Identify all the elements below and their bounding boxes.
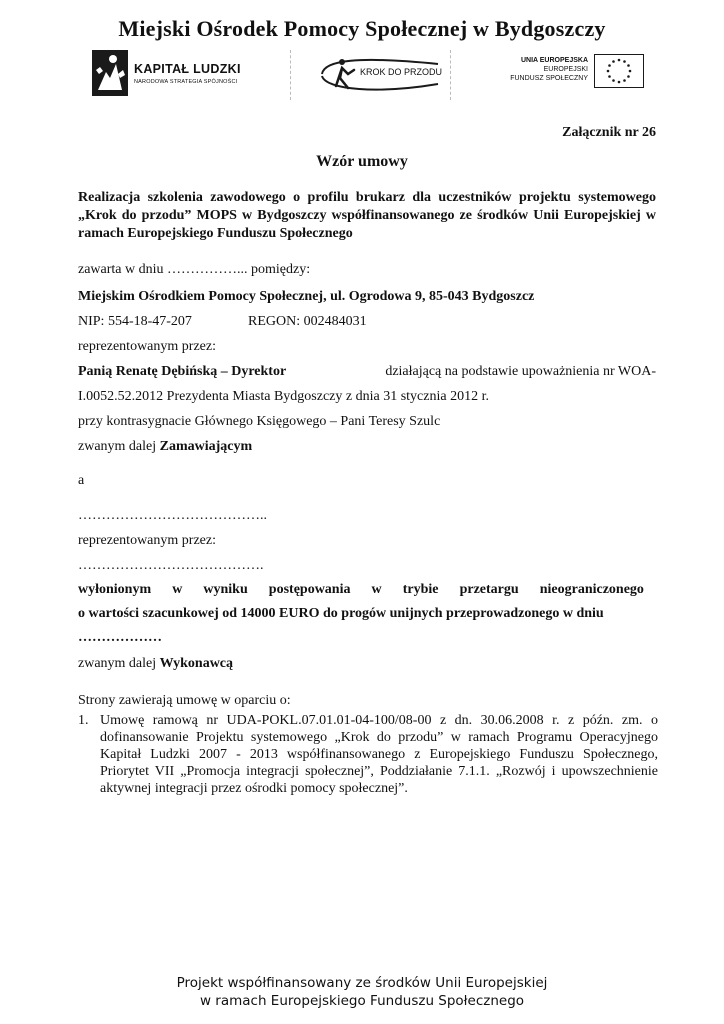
kapital-ludzki-logo	[92, 50, 282, 100]
countersignature: przy kontrasygnacie Głównego Księgowego – Pani Teresy Szulc	[78, 414, 441, 429]
regon-number: REGON: 002484031	[248, 314, 367, 329]
footer-line2: w ramach Europejskiego Funduszu Społecznego	[199, 993, 525, 1009]
and-conjunction: a	[78, 473, 85, 488]
director-name: Panią Renatę Dębińską – Dyrektor	[78, 364, 287, 379]
concluded-on: zawarta w dniu ……………... pomiędzy:	[78, 262, 311, 277]
ordering-party: Zamawiającym	[159, 439, 253, 454]
selection-word: postępowania	[268, 582, 351, 597]
value-line: o wartości szacunkowej od 14000 EURO do progów unijnych przeprowadzonego w dniu	[78, 606, 604, 621]
eu-logo	[506, 52, 646, 98]
contractor-blank: …………………………………..	[78, 508, 267, 523]
authorization-continued: I.0052.52.2012 Prezydenta Miasta Bydgoszczy z dnia 31 stycznia 2012 r.	[78, 389, 489, 404]
selection-word: wyniku	[203, 582, 248, 597]
selection-word: nieograniczonego	[539, 582, 644, 597]
represented-by-label: reprezentowanym przez:	[78, 339, 216, 354]
contractor-line	[78, 655, 233, 673]
contract-subject: Realizacja szkolenia zawodowego o profilu brukarz dla uczestników projektu systemowego „Krok do przodu” MOPS w Bydgoszczy współfinansowanego ze środków Unii Europejskiej w ramach Europejskiego Funduszu Społecznego	[78, 190, 656, 241]
selection-word: przetargu	[459, 582, 519, 597]
attachment-number: Załącznik nr 26	[562, 125, 656, 140]
date-blank: ………………	[78, 630, 162, 645]
krok-do-przodu-logo	[318, 54, 444, 94]
selection-word: wyłonionym	[78, 582, 152, 597]
logo-bar	[0, 44, 724, 104]
nip-number: NIP: 554-18-47-207	[78, 314, 192, 329]
party1-name: Miejskim Ośrodkiem Pomocy Społecznej, ul. Ogrodowa 9, 85-043 Bydgoszcz	[78, 289, 535, 304]
document-title: Wzór umowy	[316, 153, 408, 170]
kapital-ludzki-name: KAPITAŁ LUDZKI	[134, 62, 241, 76]
basis-heading: Strony zawierają umowę w oparciu o:	[78, 693, 291, 708]
selection-word: w	[172, 582, 183, 597]
footer	[0, 974, 724, 1010]
krok-do-przodu-name: KROK DO PRZODU	[360, 67, 443, 77]
logo-separator	[290, 50, 291, 100]
list-number: 1.	[78, 713, 89, 728]
ordering-party-line	[78, 438, 252, 456]
authorization-text: działającą na podstawie upoważnienia nr WOA-	[385, 364, 656, 379]
footer-line1: Projekt współfinansowany ze środków Unii Europejskiej	[176, 975, 548, 991]
called-prefix: zwanym dalej	[78, 656, 157, 671]
kapital-ludzki-emblem-icon	[92, 50, 128, 96]
called-prefix: zwanym dalej	[78, 439, 157, 454]
list-text: Umowę ramową nr UDA-POKL.07.01.01-04-100/08-00 z dn. 30.06.2008 r. z późn. zm. o dofinansowanie Projektu systemowego „Krok do przodu” w ramach Programu Operacyjnego Kapitał Ludzki 2007 - 2013 współfinansowanego z Europejskiego Funduszu Społecznego, Priorytet VII „Promocja integracji społecznej”, Poddziałanie 7.1.1. „Rozwój i upowszechnienie aktywnej integracji przez ośrodki pomocy społecznej”.	[100, 713, 658, 796]
represented-by-label-2: reprezentowanym przez:	[78, 533, 216, 548]
eu-line3: FUNDUSZ SPOŁECZNY	[510, 75, 588, 82]
list-item	[78, 712, 658, 797]
selection-line	[78, 581, 644, 599]
contractor: Wykonawcą	[159, 656, 234, 671]
kapital-ludzki-subtitle: NARODOWA STRATEGIA SPÓJNOŚCI	[134, 79, 238, 85]
director-line	[78, 363, 656, 381]
page-title: Miejski Ośrodek Pomocy Społecznej w Bydgoszczy	[118, 16, 606, 41]
selection-word: w	[371, 582, 382, 597]
basis-list	[78, 712, 658, 797]
eu-line1: UNIA EUROPEJSKA	[520, 57, 588, 64]
eu-line2: EUROPEJSKI	[543, 66, 588, 73]
eu-flag-icon	[594, 54, 644, 88]
selection-word: trybie	[402, 582, 439, 597]
logo-separator	[450, 50, 451, 100]
representative-blank: ………………………………….	[78, 558, 264, 573]
